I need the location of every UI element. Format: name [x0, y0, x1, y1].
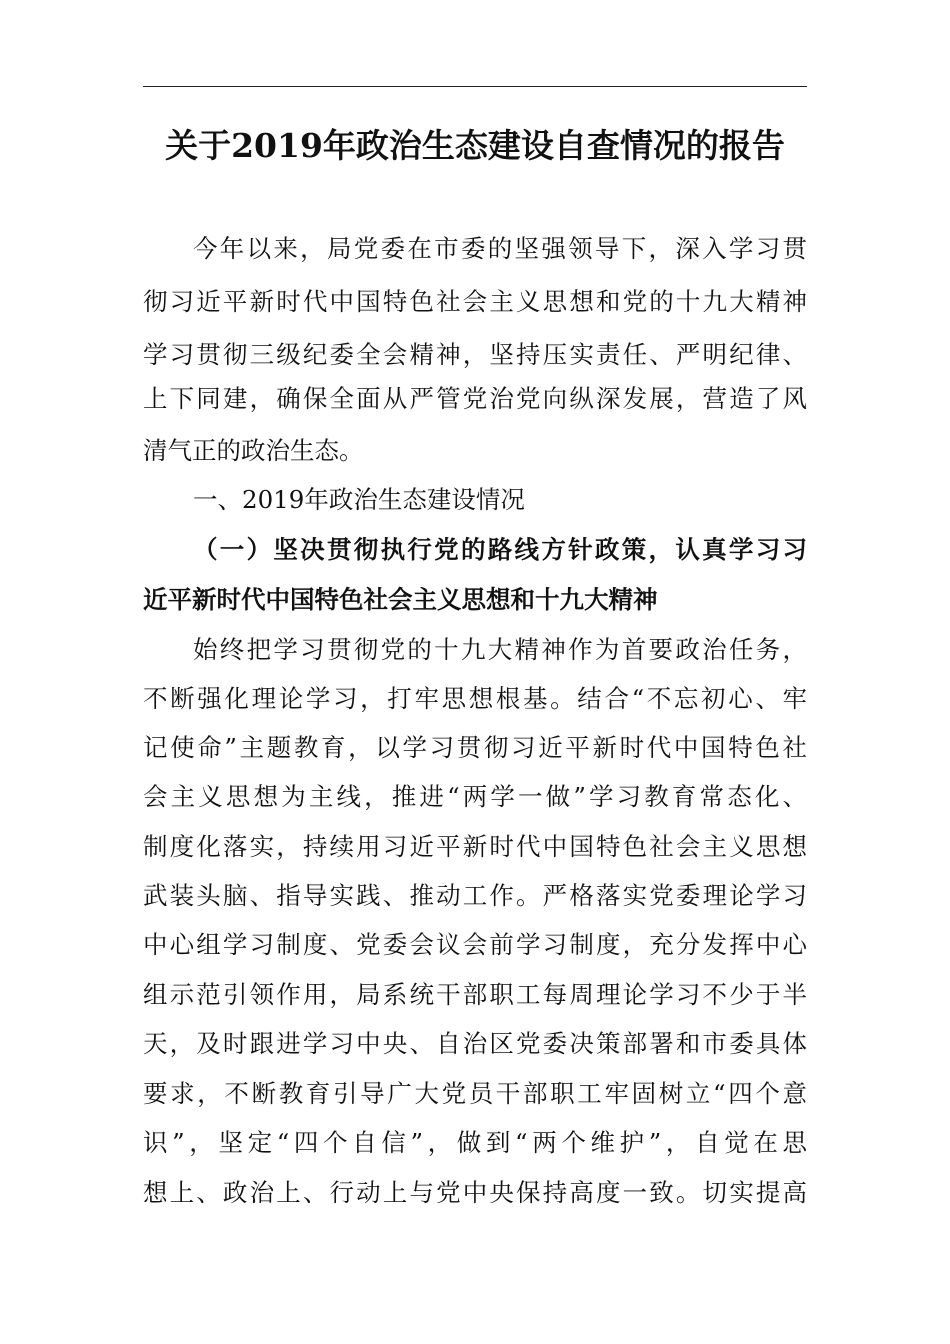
section-heading: 一、2019年政治生态建设情况	[193, 485, 525, 514]
paragraph-line: 学习贯彻三级纪委全会精神，坚持压实责任、严明纪律、	[143, 340, 807, 369]
paragraph-line: 不断强化理论学习，打牢思想根基。结合“不忘初心、牢	[143, 684, 807, 713]
paragraph-line: 彻习近平新时代中国特色社会主义思想和党的十九大精神	[143, 287, 807, 316]
subsection-heading-line: （一）坚决贯彻执行党的路线方针政策，认真学习习	[193, 535, 807, 564]
paragraph-line: 今年以来，局党委在市委的坚强领导下，深入学习贯	[193, 234, 807, 263]
paragraph-line: 要求，不断教育引导广大党员干部职工牢固树立“四个意	[143, 1079, 807, 1108]
paragraph-line: 识”，坚定“四个自信”，做到“两个维护”，自觉在思	[143, 1128, 807, 1157]
paragraph-line: 始终把学习贯彻党的十九大精神作为首要政治任务，	[193, 635, 807, 664]
paragraph-line: 会主义思想为主线，推进“两学一做”学习教育常态化、	[143, 782, 807, 811]
document-title: 关于2019年政治生态建设自查情况的报告	[165, 126, 785, 165]
header-rule	[143, 86, 807, 87]
paragraph-line: 中心组学习制度、党委会议会前学习制度，充分发挥中心	[143, 930, 807, 959]
paragraph-line: 组示范引领作用，局系统干部职工每周理论学习不少于半	[143, 980, 807, 1009]
paragraph-line: 武装头脑、指导实践、推动工作。严格落实党委理论学习	[143, 881, 807, 910]
paragraph-line: 清气正的政治生态。	[143, 436, 364, 465]
paragraph-line: 想上、政治上、行动上与党中央保持高度一致。切实提高	[143, 1178, 807, 1207]
paragraph-line: 制度化落实，持续用习近平新时代中国特色社会主义思想	[143, 832, 807, 861]
subsection-heading-line: 近平新时代中国特色社会主义思想和十九大精神	[143, 585, 658, 614]
paragraph-line: 记使命”主题教育，以学习贯彻习近平新时代中国特色社	[143, 733, 807, 762]
paragraph-line: 上下同建，确保全面从严管党治党向纵深发展，营造了风	[143, 384, 807, 413]
paragraph-line: 天，及时跟进学习中央、自治区党委决策部署和市委具体	[143, 1029, 807, 1058]
